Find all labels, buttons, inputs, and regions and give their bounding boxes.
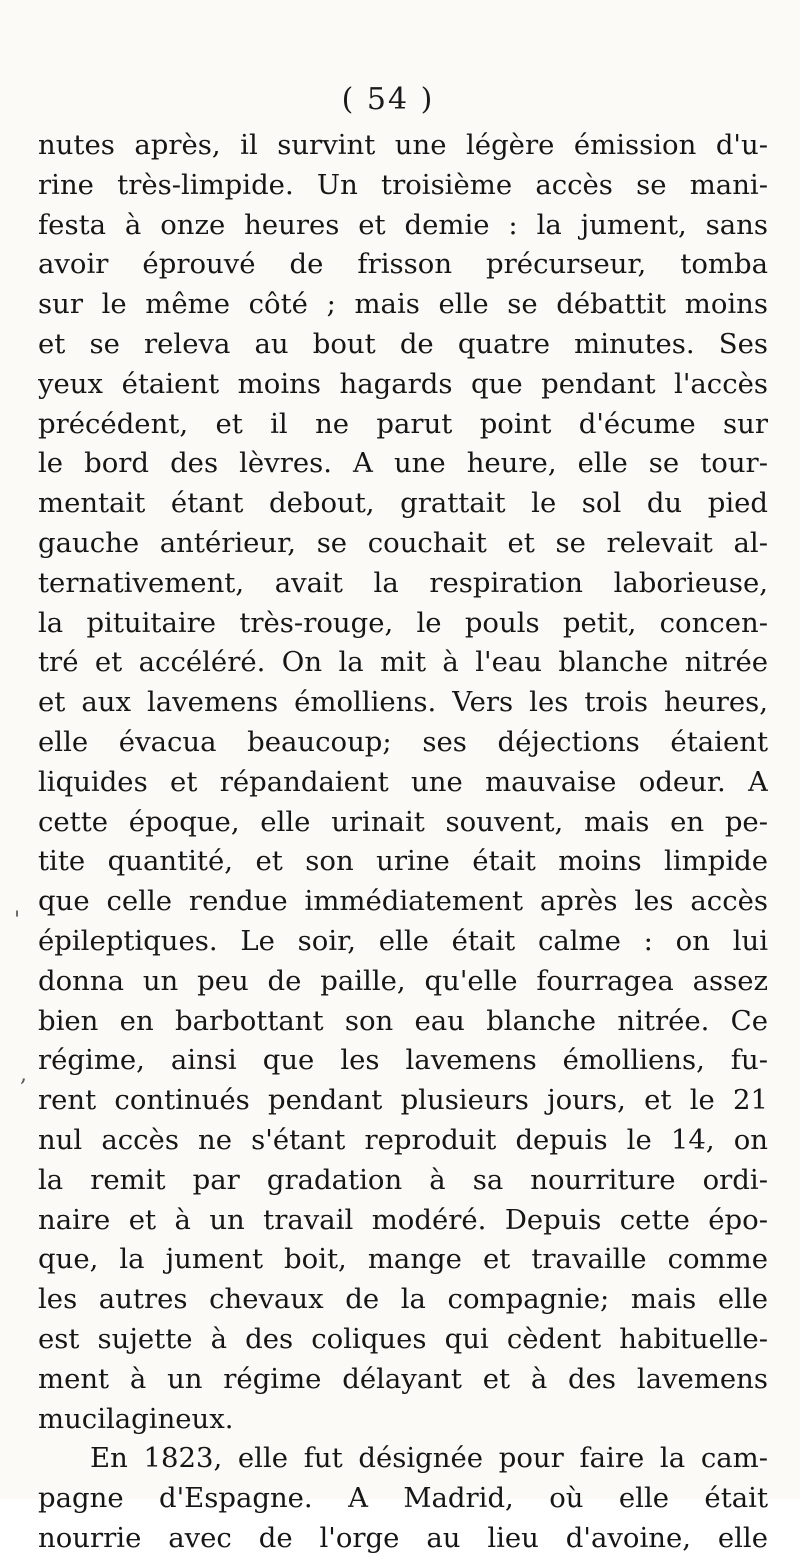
text-line: liquides et répandaient une mauvaise odeur. A (38, 765, 768, 798)
text-line: que celle rendue immédiatement après les accès (38, 885, 768, 918)
text-line: ternativement, avait la respiration laborieuse, (38, 566, 768, 599)
text-line: régime, ainsi que les lavemens émolliens, fu- (38, 1044, 768, 1077)
text-line: ment à un régime délayant et à des lavemens (38, 1362, 768, 1395)
text-line: mentait étant debout, grattait le sol du pied (38, 487, 768, 520)
text-line: et se releva au bout de quatre minutes. Ses (38, 327, 768, 360)
margin-mark: , (20, 1062, 27, 1087)
text-line: gauche antérieur, se couchait et se relevait al- (38, 526, 768, 559)
body-text (38, 126, 768, 1559)
paragraph-start-line: En 1823, elle fut désignée pour faire la cam- (90, 1442, 768, 1475)
text-line: la pituitaire très-rouge, le pouls petit, concen- (38, 606, 768, 639)
text-line: tite quantité, et son urine était moins limpide (38, 845, 768, 878)
text-line: avoir éprouvé de frisson précurseur, tomba (38, 248, 768, 281)
text-line: et aux lavemens émolliens. Vers les trois heures, (38, 686, 768, 719)
text-line: la remit par gradation à sa nourriture ordi- (38, 1163, 768, 1196)
text-line: nourrie avec de l'orge au lieu d'avoine, elle (38, 1521, 768, 1554)
paragraph-end-line: mucilagineux. (38, 1402, 234, 1435)
text-line: le bord des lèvres. A une heure, elle se tour- (38, 447, 768, 480)
text-line: naire et à un travail modéré. Depuis cette épo- (38, 1203, 768, 1236)
text-line: nutes après, il survint une légère émission d'u- (38, 129, 768, 161)
text-line: rent continués pendant plusieurs jours, et le 21 (38, 1084, 768, 1117)
text-line: rine très-limpide. Un troisième accès se mani- (38, 168, 768, 201)
text-line: est sujette à des coliques qui cèdent habituelle- (38, 1322, 768, 1355)
text-line: les autres chevaux de la compagnie; mais elle (38, 1283, 768, 1316)
text-line: précédent, et il ne parut point d'écume sur (38, 407, 768, 440)
text-line: cette époque, elle urinait souvent, mais en pe- (38, 805, 768, 838)
page-number: ( 54 ) (341, 82, 435, 117)
text-line: elle évacua beaucoup; ses déjections étaient (38, 725, 768, 758)
text-line: épileptiques. Le soir, elle était calme : on lui (38, 924, 768, 957)
text-line: pagne d'Espagne. A Madrid, où elle était (38, 1482, 768, 1515)
text-line: tré et accéléré. On la mit à l'eau blanche nitrée (38, 646, 768, 679)
text-line: que, la jument boit, mange et travaille comme (38, 1243, 768, 1276)
text-line: donna un peu de paille, qu'elle fourragea assez (38, 964, 768, 997)
text-line: nul accès ne s'étant reproduit depuis le 14, on (38, 1123, 768, 1156)
margin-mark: ' (14, 908, 21, 933)
text-line: festa à onze heures et demie : la jument, sans (38, 208, 768, 241)
text-line: yeux étaient moins hagards que pendant l'accès (38, 367, 768, 400)
text-line: sur le même côté ; mais elle se débattit moins (38, 288, 768, 321)
text-line: bien en barbottant son eau blanche nitrée. Ce (38, 1004, 768, 1037)
